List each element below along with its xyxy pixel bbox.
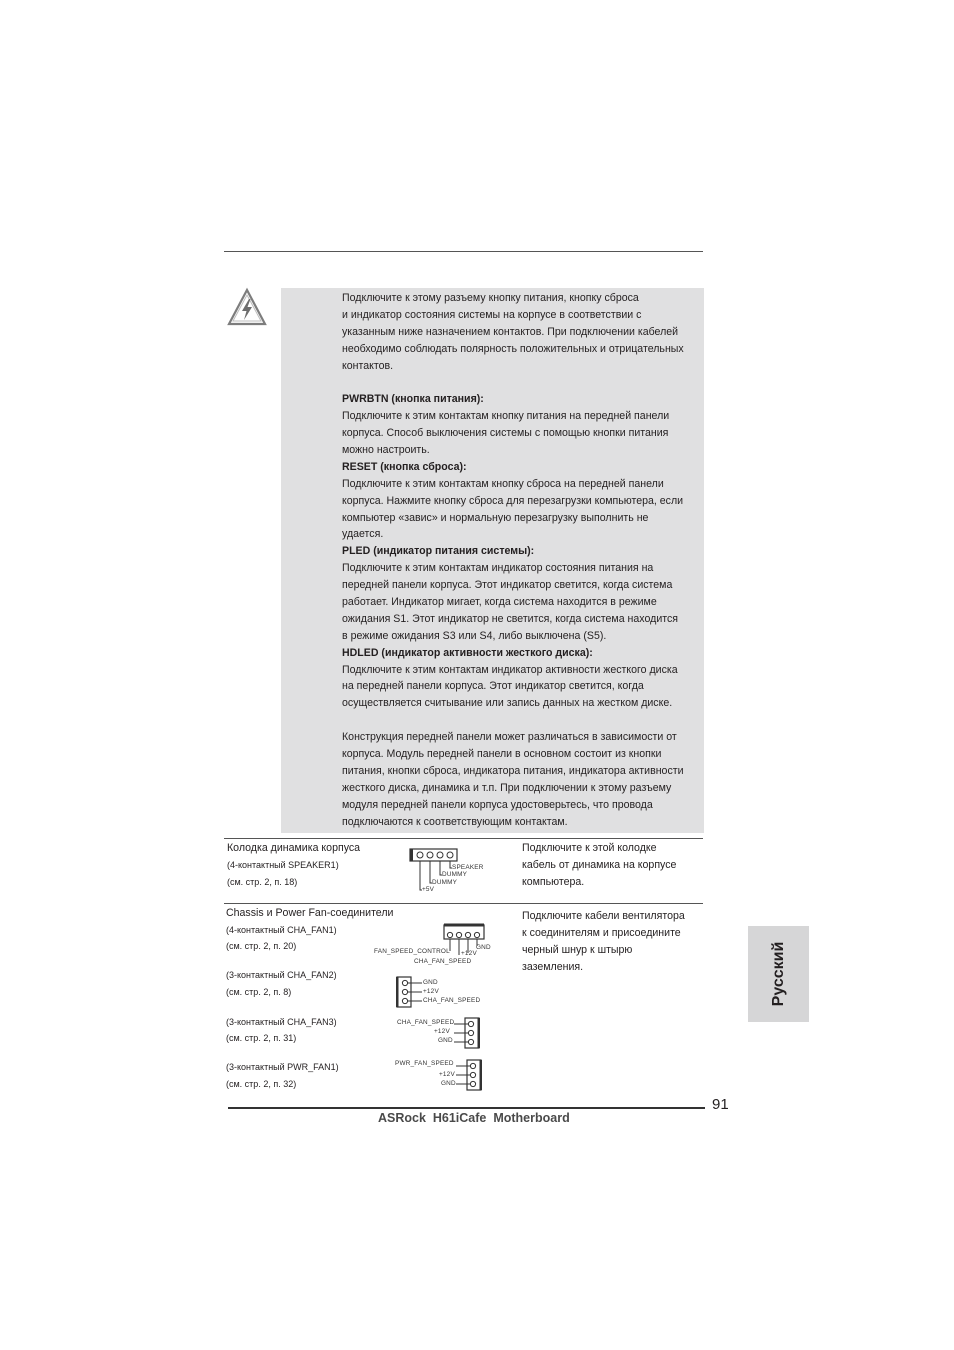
outro-line: жесткого диска, динамика и т.п. При подключении к этому разъему: [342, 781, 672, 794]
speaker-pin-label: SPEAKER: [452, 864, 484, 871]
fans-desc-line: к соединителям и присоедините: [522, 927, 681, 939]
hdled-line: осуществляется считывание или запись данных на жестком диске.: [342, 697, 673, 710]
note-intro-line: и индикатор состояния системы на корпусе в соответствии с: [342, 308, 642, 321]
pwrbtn-line: Подключите к этим контактам кнопку питания на передней панели: [342, 410, 670, 423]
hdled-title: HDLED (индикатор активности жесткого диска):: [342, 646, 593, 659]
footer-product: ASRock H61iCafe Motherboard: [378, 1111, 570, 1125]
reset-line: Подключите к этим контактам кнопку сброса на передней панели: [342, 477, 664, 490]
note-text: [342, 290, 712, 831]
speaker-pin-label: DUMMY: [442, 871, 468, 878]
cha-fan3-connector-diagram: [452, 1017, 480, 1049]
speaker-model: (4-контактный SPEAKER1): [227, 860, 339, 870]
pled-title: PLED (индикатор питания системы):: [342, 545, 535, 558]
pled-line: ожидания S1. Этот индикатор не светится, когда система находится: [342, 612, 678, 625]
speaker-ref: (см. стр. 2, п. 18): [227, 877, 298, 887]
fans-desc-line: заземления.: [522, 961, 584, 973]
section-rule: [224, 903, 703, 904]
speaker-title: Колодка динамика корпуса: [227, 842, 361, 854]
note-intro-line: необходимо соблюдать полярность положительных и отрицательных: [342, 342, 684, 355]
cha-fan2-pin-label: +12V: [423, 988, 439, 995]
outro-line: модуля передней панели корпуса удостоверьтесь, что провода: [342, 798, 653, 811]
speaker-desc-line: компьютера.: [522, 876, 585, 888]
note-intro-line: контактов.: [342, 359, 394, 372]
reset-line: удается.: [342, 528, 384, 541]
cha-fan2-pin-label: CHA_FAN_SPEED: [423, 997, 481, 1004]
pwr-fan1-model: (3-контактный PWR_FAN1): [226, 1062, 339, 1072]
speaker-pin-label: DUMMY: [432, 879, 458, 886]
note-intro-line: указанным ниже назначением контактов. При подключении кабелей: [342, 325, 679, 338]
pwrbtn-line: корпуса. Способ выключения системы с помощью кнопки питания: [342, 427, 669, 440]
pled-line: передней панели корпуса. Этот индикатор светится, когда система: [342, 579, 673, 592]
cha-fan2-connector-diagram: [396, 976, 424, 1008]
outro-line: корпуса. Модуль передней панели в основном состоит из кнопки: [342, 748, 662, 761]
pwr-fan1-pin-label: PWR_FAN_SPEED: [395, 1060, 454, 1067]
pwrbtn-line: можно настроить.: [342, 444, 430, 457]
cha-fan1-pin-label: +12V: [461, 950, 477, 957]
hdled-line: на передней панели корпуса. Этот индикатор светится, когда: [342, 680, 644, 693]
cha-fan1-pin-label: GND: [476, 944, 491, 951]
cha-fan2-ref: (см. стр. 2, п. 8): [226, 987, 292, 997]
pwr-fan1-pin-label: +12V: [439, 1071, 455, 1078]
footer-rule: [228, 1107, 705, 1109]
outro-line: Конструкция передней панели может различаться в зависимости от: [342, 731, 677, 744]
pwr-fan1-ref: (см. стр. 2, п. 32): [226, 1079, 297, 1089]
speaker-desc-line: кабель от динамика на корпусе: [522, 859, 677, 871]
cha-fan1-pin-label: FAN_SPEED_CONTROL: [374, 948, 450, 955]
language-tab: [748, 926, 809, 1022]
outro-line: питания, кнопки сброса, индикатора питания, индикатора активности: [342, 764, 684, 777]
note-intro-line: Подключите к этому разъему кнопку питания, кнопку сброса: [342, 292, 639, 304]
outro-line: подключаются к соответствующим контактам.: [342, 815, 568, 828]
pwr-fan1-pin-label: GND: [441, 1080, 456, 1087]
hdled-line: Подключите к этим контактам индикатор активности жесткого диска: [342, 663, 678, 676]
reset-title: RESET (кнопка сброса):: [342, 460, 467, 473]
fans-title: Chassis и Power Fan-соединители: [226, 907, 394, 919]
speaker-desc-line: Подключите к этой колодке: [522, 842, 657, 854]
cha-fan3-pin-label: CHA_FAN_SPEED: [397, 1019, 455, 1026]
pled-line: в режиме ожидания S3 или S4, либо выключена (S5).: [342, 629, 607, 642]
cha-fan3-model: (3-контактный CHA_FAN3): [226, 1017, 337, 1027]
cha-fan2-model: (3-контактный CHA_FAN2): [226, 970, 337, 980]
fans-desc: [522, 908, 685, 976]
speaker-desc: [522, 840, 676, 891]
cha-fan3-ref: (см. стр. 2, п. 31): [226, 1033, 297, 1043]
warning-icon: [226, 287, 268, 327]
cha-fan3-pin-label: GND: [438, 1037, 453, 1044]
language-tab-label: Русский: [769, 941, 787, 1007]
speaker-pin-label: +5V: [422, 886, 435, 893]
reset-line: компьютер «завис» и нормальную перезагрузку выполнить не: [342, 511, 649, 524]
cha-fan2-pin-label: GND: [423, 979, 438, 986]
pwr-fan1-connector-diagram: [454, 1059, 482, 1091]
pled-line: работает. Индикатор мигает, когда система находится в режиме: [342, 596, 657, 609]
cha-fan1-model: (4-контактный CHA_FAN1): [226, 925, 337, 935]
cha-fan3-pin-label: +12V: [434, 1028, 450, 1035]
reset-line: корпуса. Нажмите кнопку сброса для перезагрузки компьютера, если: [342, 494, 684, 507]
fans-desc-line: Подключите кабели вентилятора: [522, 910, 685, 922]
top-rule: [224, 251, 703, 252]
pled-line: Подключите к этим контактам индикатор состояния питания на: [342, 562, 654, 575]
fans-desc-line: черный шнур к штырю: [522, 944, 633, 956]
cha-fan1-pin-label: CHA_FAN_SPEED: [414, 958, 472, 965]
cha-fan1-ref: (см. стр. 2, п. 20): [226, 941, 297, 951]
pwrbtn-title: PWRBTN (кнопка питания):: [342, 393, 484, 406]
section-rule: [224, 838, 703, 839]
page-number: 91: [712, 1096, 729, 1113]
